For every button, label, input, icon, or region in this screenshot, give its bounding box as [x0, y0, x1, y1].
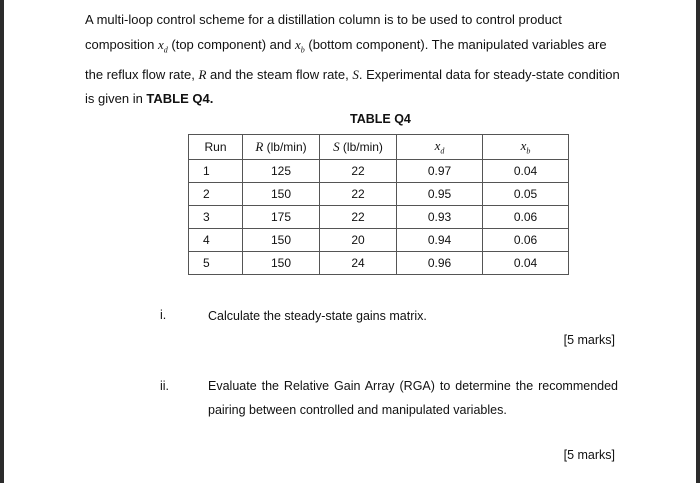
- table-row: [189, 206, 569, 229]
- cell-xb: 0.06: [483, 229, 569, 252]
- header-run: Run: [189, 135, 243, 160]
- cell-xd: 0.97: [397, 160, 483, 183]
- question-2-number: ii.: [160, 379, 170, 393]
- question-2-marks: [5 marks]: [563, 448, 615, 462]
- header-xd: $x_d$: [397, 135, 483, 160]
- cell-r: 150: [243, 229, 320, 252]
- cell-run: 1: [189, 160, 243, 183]
- table-row: [189, 160, 569, 183]
- xd-symbol: $x_d$: [157, 36, 168, 55]
- data-table: [188, 134, 569, 275]
- left-frame-border: [0, 0, 4, 483]
- header-s: S (lb/min): [320, 135, 397, 160]
- table-header-row: [189, 135, 569, 160]
- table-reference: TABLE Q4.: [146, 91, 214, 107]
- intro-text-1: A multi-loop control scheme for a distillation column is to be used to control product composition: [85, 12, 562, 52]
- cell-xd: 0.94: [397, 229, 483, 252]
- cell-r: 175: [243, 206, 320, 229]
- cell-s: 22: [320, 160, 397, 183]
- problem-statement: [85, 8, 625, 112]
- right-frame-border: [696, 0, 700, 483]
- cell-xb: 0.04: [483, 160, 569, 183]
- cell-r: 150: [243, 183, 320, 206]
- cell-xd: 0.96: [397, 252, 483, 275]
- cell-s: 22: [320, 183, 397, 206]
- table-row: [189, 183, 569, 206]
- cell-xb: 0.04: [483, 252, 569, 275]
- s-symbol: S: [352, 66, 359, 82]
- cell-xb: 0.05: [483, 183, 569, 206]
- question-1-marks: [5 marks]: [563, 333, 615, 347]
- table-row: [189, 252, 569, 275]
- cell-xb: 0.06: [483, 206, 569, 229]
- cell-run: 2: [189, 183, 243, 206]
- cell-xd: 0.95: [397, 183, 483, 206]
- r-symbol: R: [198, 66, 207, 82]
- header-xb: $x_b$: [483, 135, 569, 160]
- cell-run: 4: [189, 229, 243, 252]
- cell-r: 125: [243, 160, 320, 183]
- cell-run: 3: [189, 206, 243, 229]
- question-2-text: Evaluate the Relative Gain Array (RGA) to determine the recommended pairing between controlled and manipulated variables.: [208, 379, 618, 417]
- question-1-number: i.: [160, 308, 167, 322]
- xb-symbol: $x_b$: [294, 36, 305, 55]
- cell-xd: 0.93: [397, 206, 483, 229]
- intro-text-5: . Experimental data for steady-state condition is given in: [85, 66, 620, 107]
- cell-s: 22: [320, 206, 397, 229]
- intro-text-3: (bottom component). The manipulated variables are the reflux flow rate,: [85, 36, 607, 82]
- intro-text-2: (top component) and: [167, 36, 295, 52]
- cell-s: 20: [320, 229, 397, 252]
- cell-s: 24: [320, 252, 397, 275]
- intro-text-4: and the steam flow rate,: [206, 66, 353, 82]
- question-1-text: Calculate the steady-state gains matrix.: [208, 309, 427, 323]
- cell-run: 5: [189, 252, 243, 275]
- cell-r: 150: [243, 252, 320, 275]
- table-row: [189, 229, 569, 252]
- header-r: R (lb/min): [243, 135, 320, 160]
- table-title: TABLE Q4: [350, 112, 411, 126]
